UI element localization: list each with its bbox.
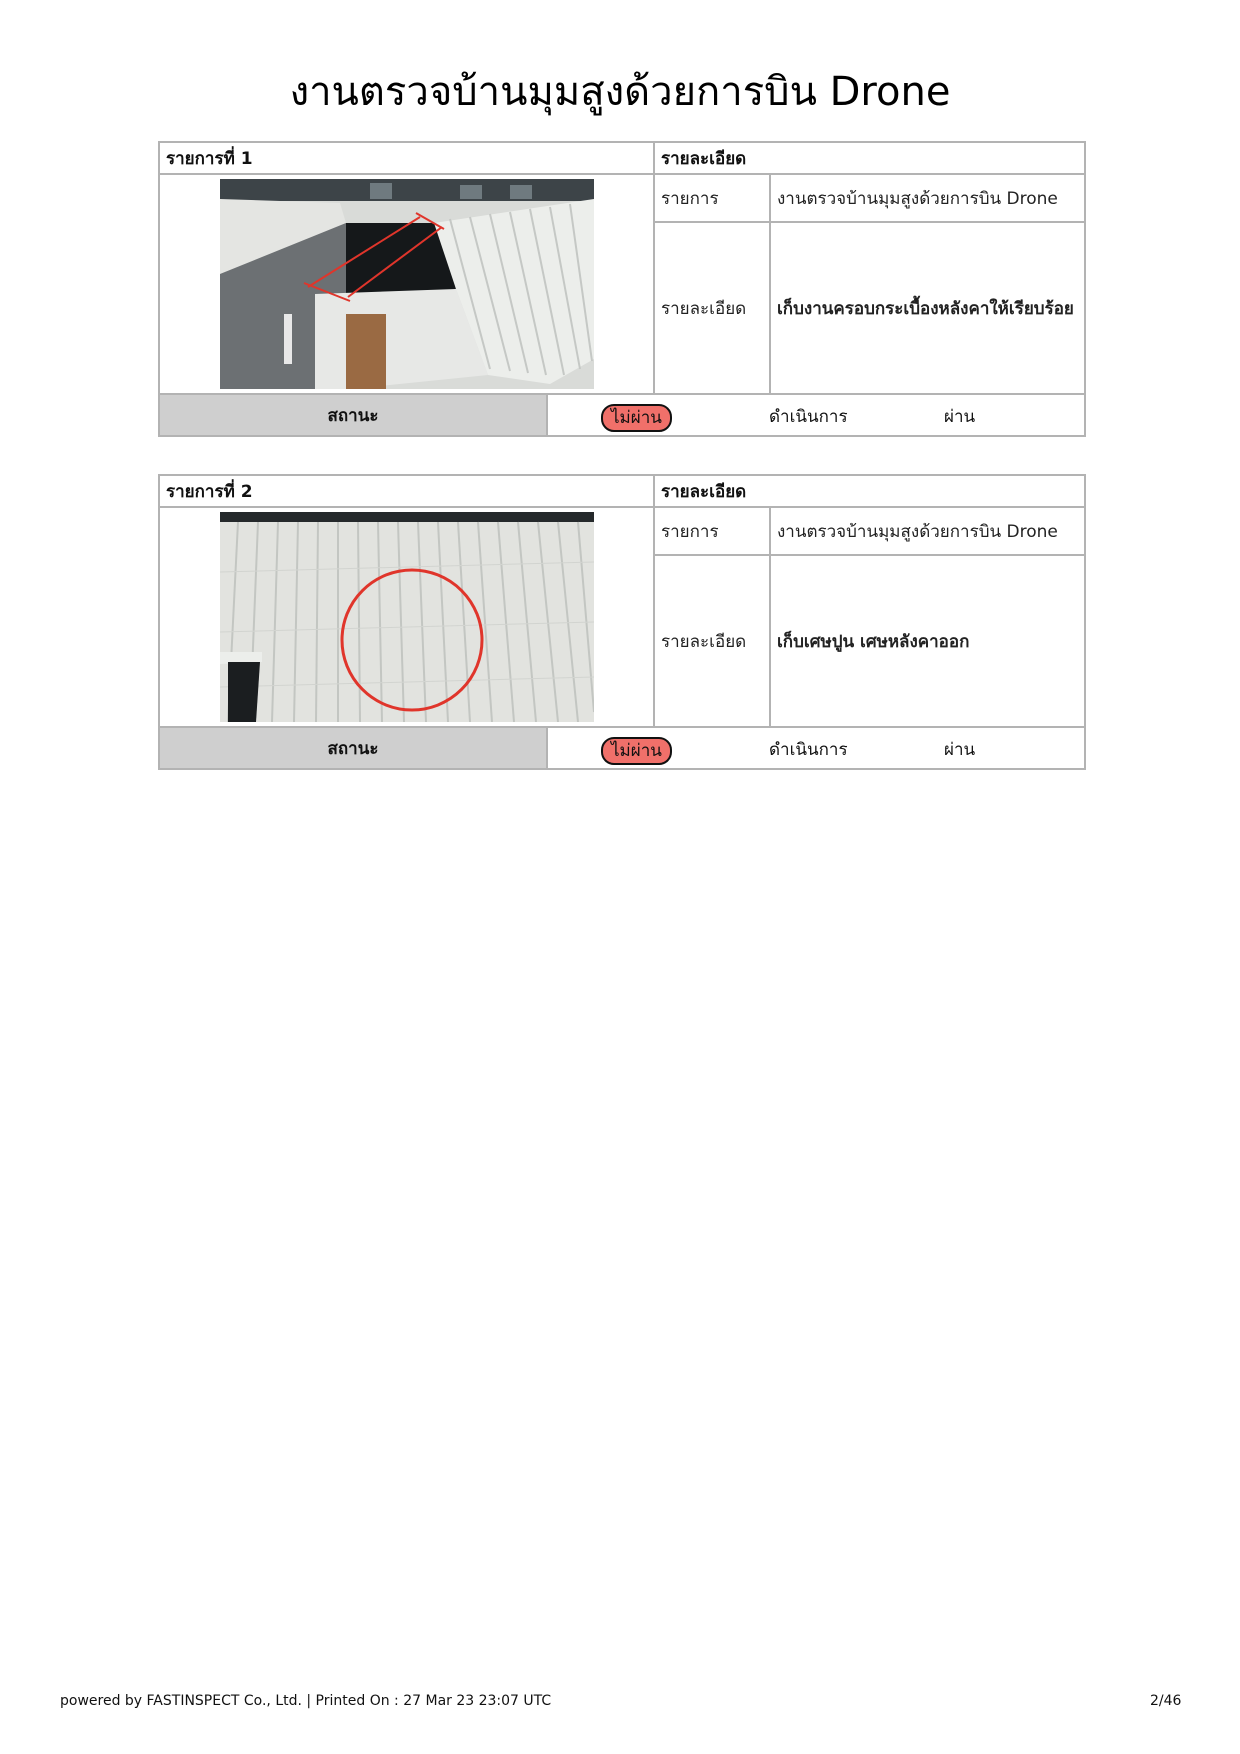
detail-value: เก็บงานครอบกระเบื้องหลังคาให้เรียบร้อย <box>770 222 1085 394</box>
status-in-progress-option[interactable]: ดำเนินการ <box>769 407 848 427</box>
detail-value: เก็บเศษปูน เศษหลังคาออก <box>770 555 1085 727</box>
page-number: 2/46 <box>1150 1693 1182 1709</box>
status-label: สถานะ <box>159 727 547 769</box>
inspection-item-1 <box>158 141 1086 437</box>
item-heading: รายการที่ 1 <box>159 142 654 174</box>
status-pass-option[interactable]: ผ่าน <box>944 740 976 760</box>
status-pass-option[interactable]: ผ่าน <box>944 407 976 427</box>
detail-heading: รายละเอียด <box>654 475 1085 507</box>
inspection-item-2 <box>158 474 1086 770</box>
item-label: รายการ <box>654 174 770 222</box>
page-title: งานตรวจบ้านมุมสูงด้วยการบิน Drone <box>289 69 951 115</box>
status-in-progress-option[interactable]: ดำเนินการ <box>769 740 848 760</box>
roof-photo-2[interactable] <box>220 512 594 722</box>
detail-label: รายละเอียด <box>654 555 770 727</box>
status-options <box>547 394 1085 436</box>
status-label: สถานะ <box>159 394 547 436</box>
detail-heading: รายละเอียด <box>654 142 1085 174</box>
detail-label: รายละเอียด <box>654 222 770 394</box>
photo-cell <box>159 174 654 394</box>
item-label: รายการ <box>654 507 770 555</box>
photo-cell <box>159 507 654 727</box>
status-fail-badge[interactable]: ไม่ผ่าน <box>601 404 672 432</box>
item-heading: รายการที่ 2 <box>159 475 654 507</box>
item-value: งานตรวจบ้านมุมสูงด้วยการบิน Drone <box>770 507 1085 555</box>
item-value: งานตรวจบ้านมุมสูงด้วยการบิน Drone <box>770 174 1085 222</box>
footer-credit: powered by FASTINSPECT Co., Ltd. | Printed On : 27 Mar 23 23:07 UTC <box>60 1693 552 1709</box>
roof-photo-1[interactable] <box>220 179 594 389</box>
status-fail-badge[interactable]: ไม่ผ่าน <box>601 737 672 765</box>
status-options <box>547 727 1085 769</box>
